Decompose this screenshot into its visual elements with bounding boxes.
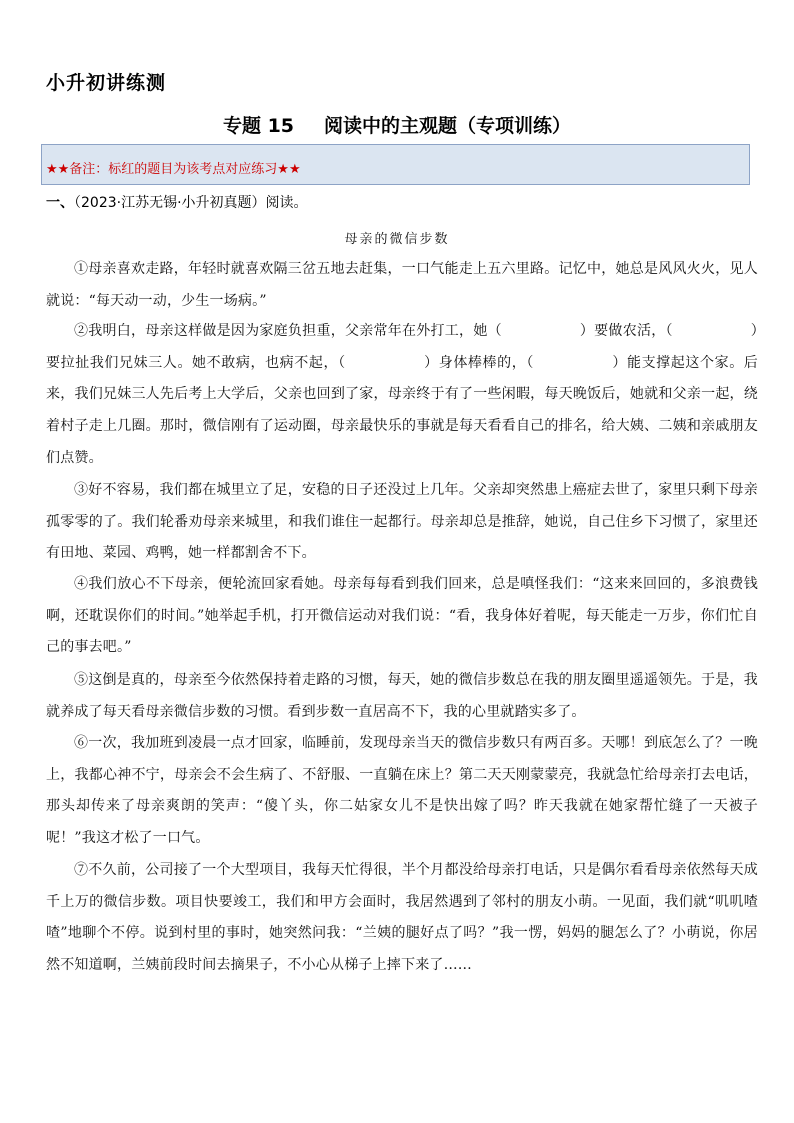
- p2-text-b: ）要做农活，: [579, 323, 666, 339]
- p2-text-f: ）能支撑起这个家。后来，我们兄妹三人先后考上大学后，父亲也回到了家，母亲终于有了一些闲暇，每天晚饭后，她就和父亲一起，绕着村子走上几圈。那时，微信刚有了运动圈，母亲最快乐的事就是每天看看自己的排名，给大姨、二姨和亲戚朋友们点赞。: [46, 354, 758, 466]
- topic-title: [0, 111, 794, 138]
- p2-text-a: ②我明白，母亲这样做是因为家庭负担重，父亲常年在外打工，她（: [74, 323, 502, 339]
- article-title: 母亲的微信步数: [344, 232, 450, 247]
- p2-text-e: ）身体棒棒的，（: [423, 354, 534, 371]
- question-number: 一、: [46, 195, 74, 211]
- topic-number: 专题 15: [222, 115, 295, 137]
- series-title: 小升初讲练测: [46, 72, 167, 94]
- paragraph-5: ⑤这倒是真的，母亲至今依然保持着走路的习惯，每天，她的微信步数总在我的朋友圈里遥遥领先。于是，我就养成了每天看母亲微信步数的习惯。看到步数一直居高不下，我的心里就踏实多了。: [46, 672, 758, 720]
- paragraph-1: ①母亲喜欢走路，年轻时就喜欢隔三岔五地去赶集，一口气能走上五六里路。记忆中，她总是风风火火，见人就说：“每天动一动，少生一场病。”: [46, 261, 758, 309]
- paragraph-7: ⑦不久前，公司接了一个大型项目，我每天忙得很，半个月都没给母亲打电话，只是偶尔看看母亲依然每天成千上万的微信步数。项目快要竣工，我们和甲方会面时，我居然遇到了邻村的朋友小萌。一见面，我们就“叽叽喳喳”地聊个不停。说到村里的事时，她突然问我：“兰姨的腿好点了吗？”我一愣，妈妈的腿怎么了？小萌说，你居然不知道啊，兰姨前段时间去摘果子，不小心从梯子上摔下来了……: [46, 862, 758, 974]
- note-text: ★★备注：标红的题目为该考点对应练习★★: [46, 162, 301, 177]
- question-instruction: 阅读。: [265, 195, 308, 211]
- question-source: （2023·江苏无锡·小升初真题）: [74, 195, 266, 211]
- p2-text-d: ）要拉扯我们兄妹三人。她不敢病，也病不起，（: [46, 323, 759, 371]
- paragraph-4: ④我们放心不下母亲，便轮流回家看她。母亲每每看到我们回来，总是嗔怪我们：“这来来回回的，多浪费钱啊，还耽误你们的时间。”她举起手机，打开微信运动对我们说：“看，我身体好着呢，每天能走一万步，你们忙自己的事去吧。”: [46, 576, 758, 656]
- topic-name: 阅读中的主观题（专项训练）: [324, 115, 572, 137]
- paragraph-3: ③好不容易，我们都在城里立了足，安稳的日子还没过上几年。父亲却突然患上癌症去世了，家里只剩下母亲孤零零的了。我们轮番劝母亲来城里，和我们谁住一起都行。母亲却总是推辞，她说，自己住乡下习惯了，家里还有田地、菜园、鸡鸭，她一样都割舍不下。: [46, 482, 758, 562]
- paragraph-2: [46, 316, 758, 475]
- p2-text-c: （: [665, 323, 673, 339]
- paragraph-6: ⑥一次，我加班到凌晨一点才回家，临睡前，发现母亲当天的微信步数只有两百多。天哪！到底怎么了？一晚上，我都心神不宁，母亲会不会生病了、不舒服、一直躺在床上？第二天天刚蒙蒙亮，我就急忙给母亲打去电话，那头却传来了母亲爽朗的笑声：“傻丫头，你二姑家女儿不是快出嫁了吗？昨天我就在她家帮忙缝了一天被子呢！”我这才松了一口气。: [46, 735, 758, 847]
- note-box: [41, 144, 750, 185]
- question-heading: [46, 192, 308, 212]
